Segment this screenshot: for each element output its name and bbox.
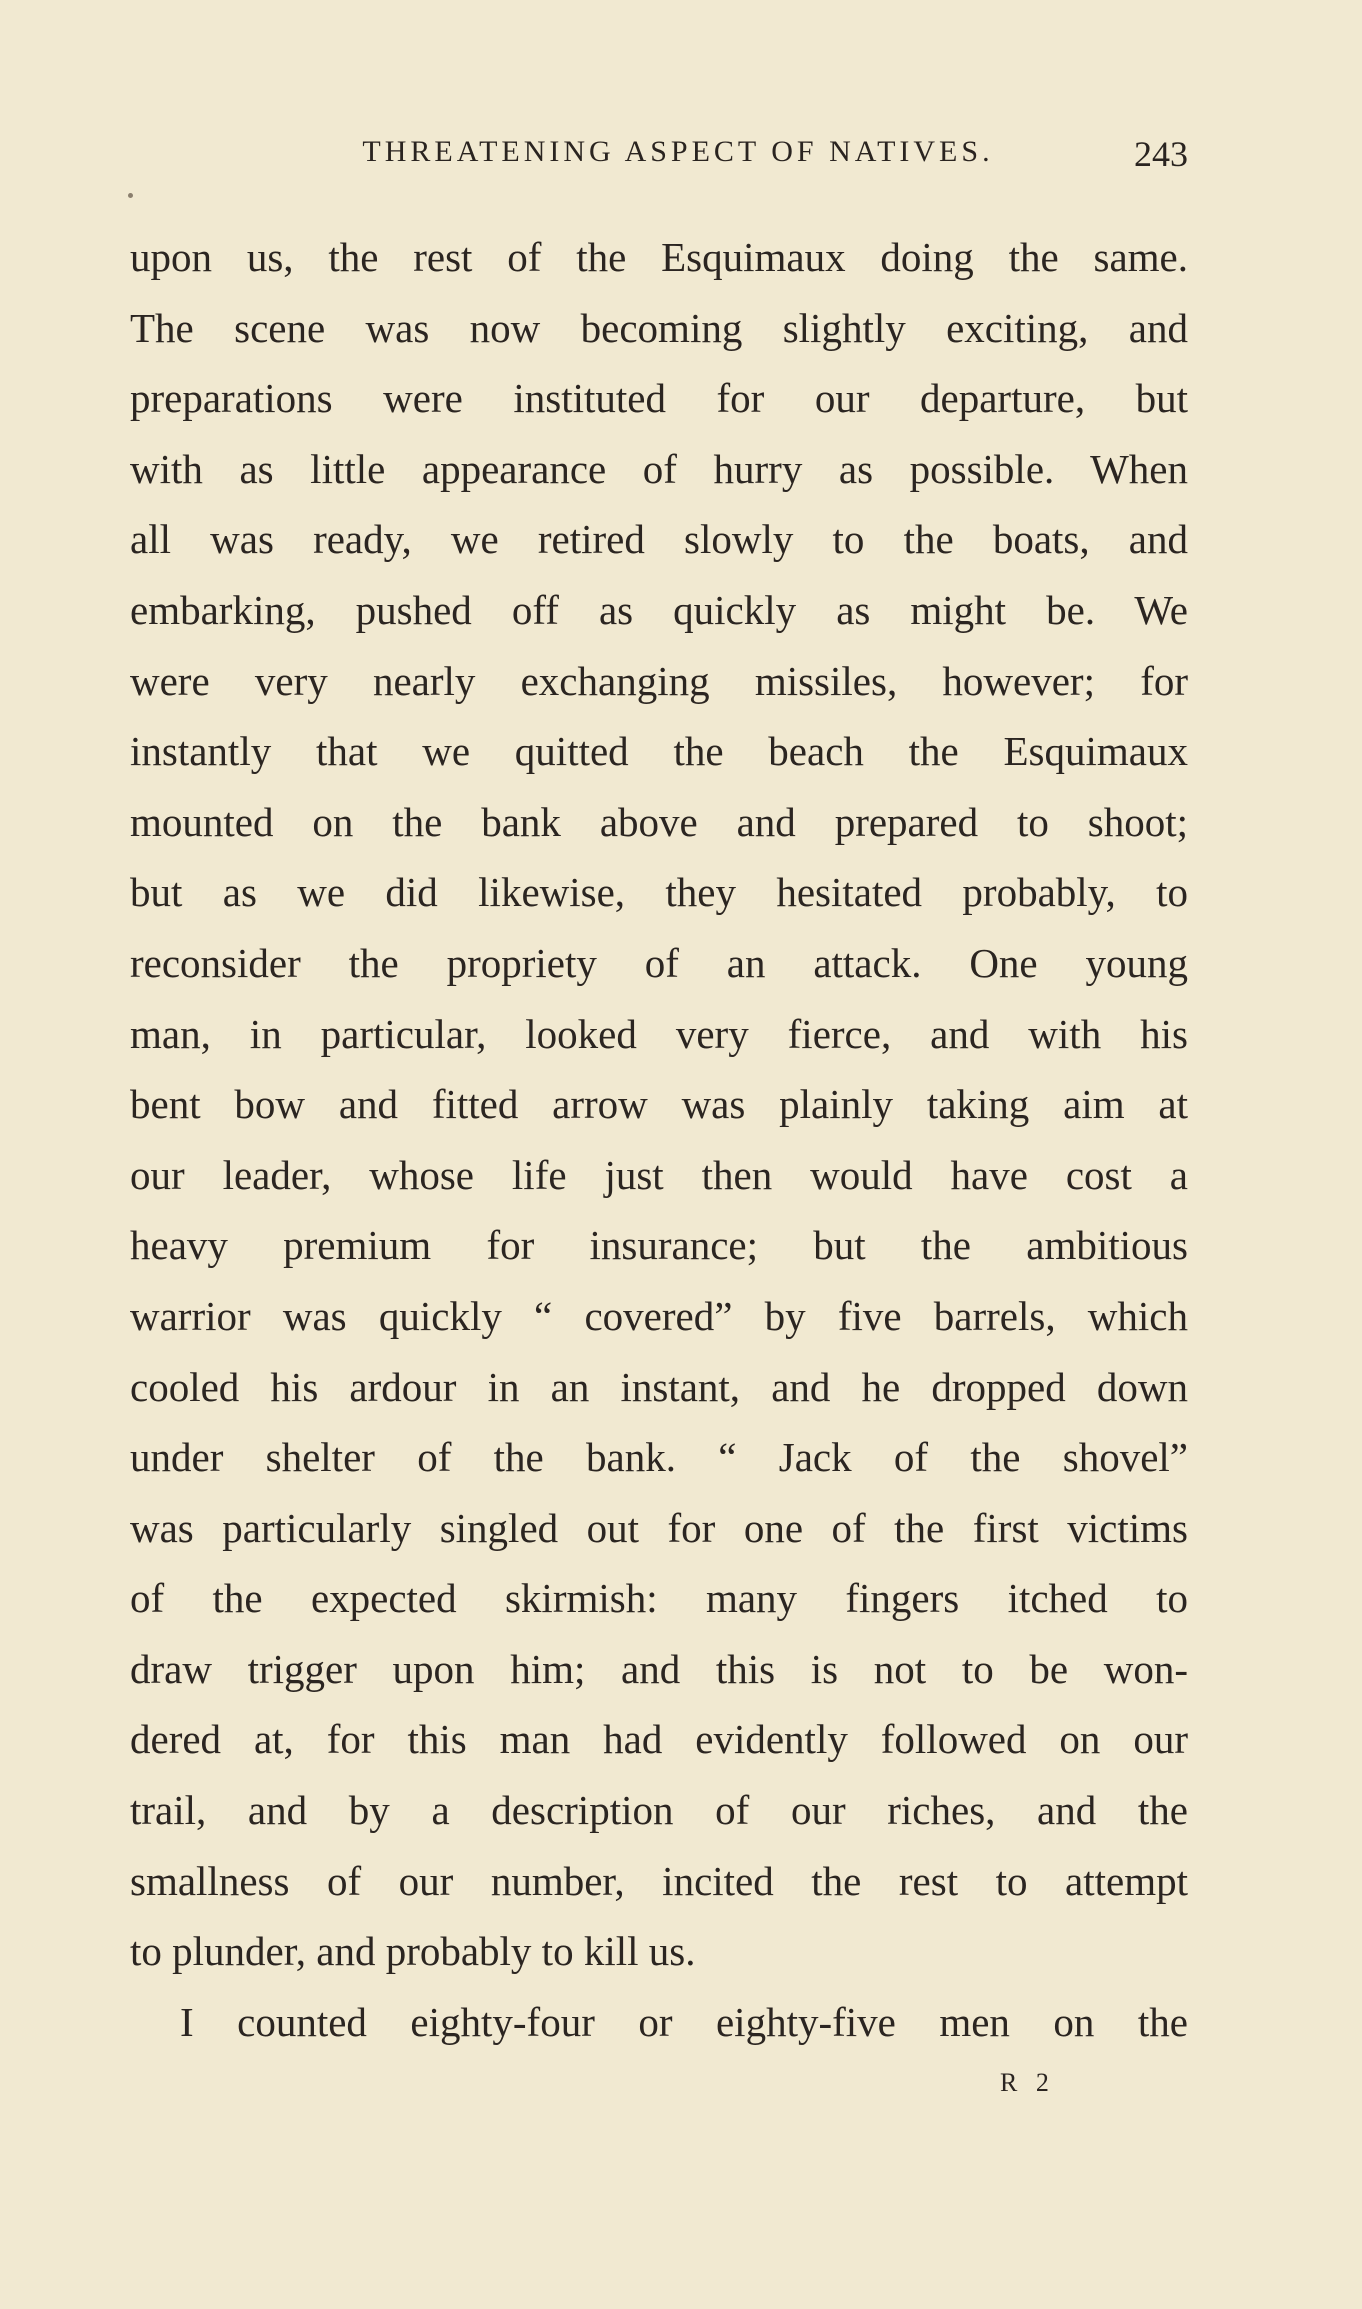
- ink-speck: [128, 193, 133, 198]
- text-line: upon us, the rest of the Esquimaux doing the same.: [130, 234, 1188, 280]
- text-line: but as we did likewise, they hesitated probably, to: [130, 869, 1188, 916]
- text-line: trail, and by a description of our riches, and the: [130, 1787, 1188, 1834]
- text-line: all was ready, we retired slowly to the boats, and: [130, 516, 1188, 563]
- text-line: warrior was quickly “ covered” by five barrels, which: [130, 1292, 1188, 1339]
- text-line: cooled his ardour in an instant, and he dropped down: [130, 1363, 1188, 1410]
- body-text: [130, 222, 1188, 2057]
- text-line: our leader, whose life just then would have cost a: [130, 1151, 1188, 1198]
- text-line: heavy premium for insurance; but the ambitious: [130, 1222, 1188, 1269]
- text-line: preparations were instituted for our departure, but: [130, 375, 1188, 422]
- paragraph-start-line: I counted eighty-four or eighty-five men on the: [180, 1998, 1188, 2045]
- text-line: dered at, for this man had evidently followed on our: [130, 1716, 1188, 1763]
- text-line: mounted on the bank above and prepared to shoot;: [130, 798, 1188, 845]
- text-line: was particularly singled out for one of the first victims: [130, 1504, 1188, 1551]
- text-line: man, in particular, looked very fierce, and with his: [130, 1010, 1188, 1057]
- text-line: reconsider the propriety of an attack. One young: [130, 939, 1188, 986]
- text-line: The scene was now becoming slightly exciting, and: [130, 304, 1188, 351]
- signature-mark: R 2: [1000, 2068, 1055, 2097]
- text-line: instantly that we quitted the beach the Esquimaux: [130, 728, 1188, 775]
- running-head: [128, 133, 1188, 183]
- text-line: were very nearly exchanging missiles, however; for: [130, 657, 1188, 704]
- text-line: with as little appearance of hurry as possible. When: [130, 445, 1188, 492]
- text-line: draw trigger upon him; and this is not to be won-: [130, 1645, 1188, 1692]
- text-line: embarking, pushed off as quickly as might be. We: [130, 586, 1188, 633]
- text-line: to plunder, and probably to kill us.: [130, 1928, 696, 1975]
- running-title: THREATENING ASPECT OF NATIVES.: [362, 135, 994, 168]
- text-line: smallness of our number, incited the rest to attempt: [130, 1857, 1188, 1904]
- text-line: under shelter of the bank. “ Jack of the shovel”: [130, 1434, 1188, 1481]
- text-line: bent bow and fitted arrow was plainly taking aim at: [130, 1081, 1188, 1128]
- text-line: of the expected skirmish: many fingers itched to: [130, 1575, 1188, 1622]
- page-number: 243: [1134, 134, 1188, 174]
